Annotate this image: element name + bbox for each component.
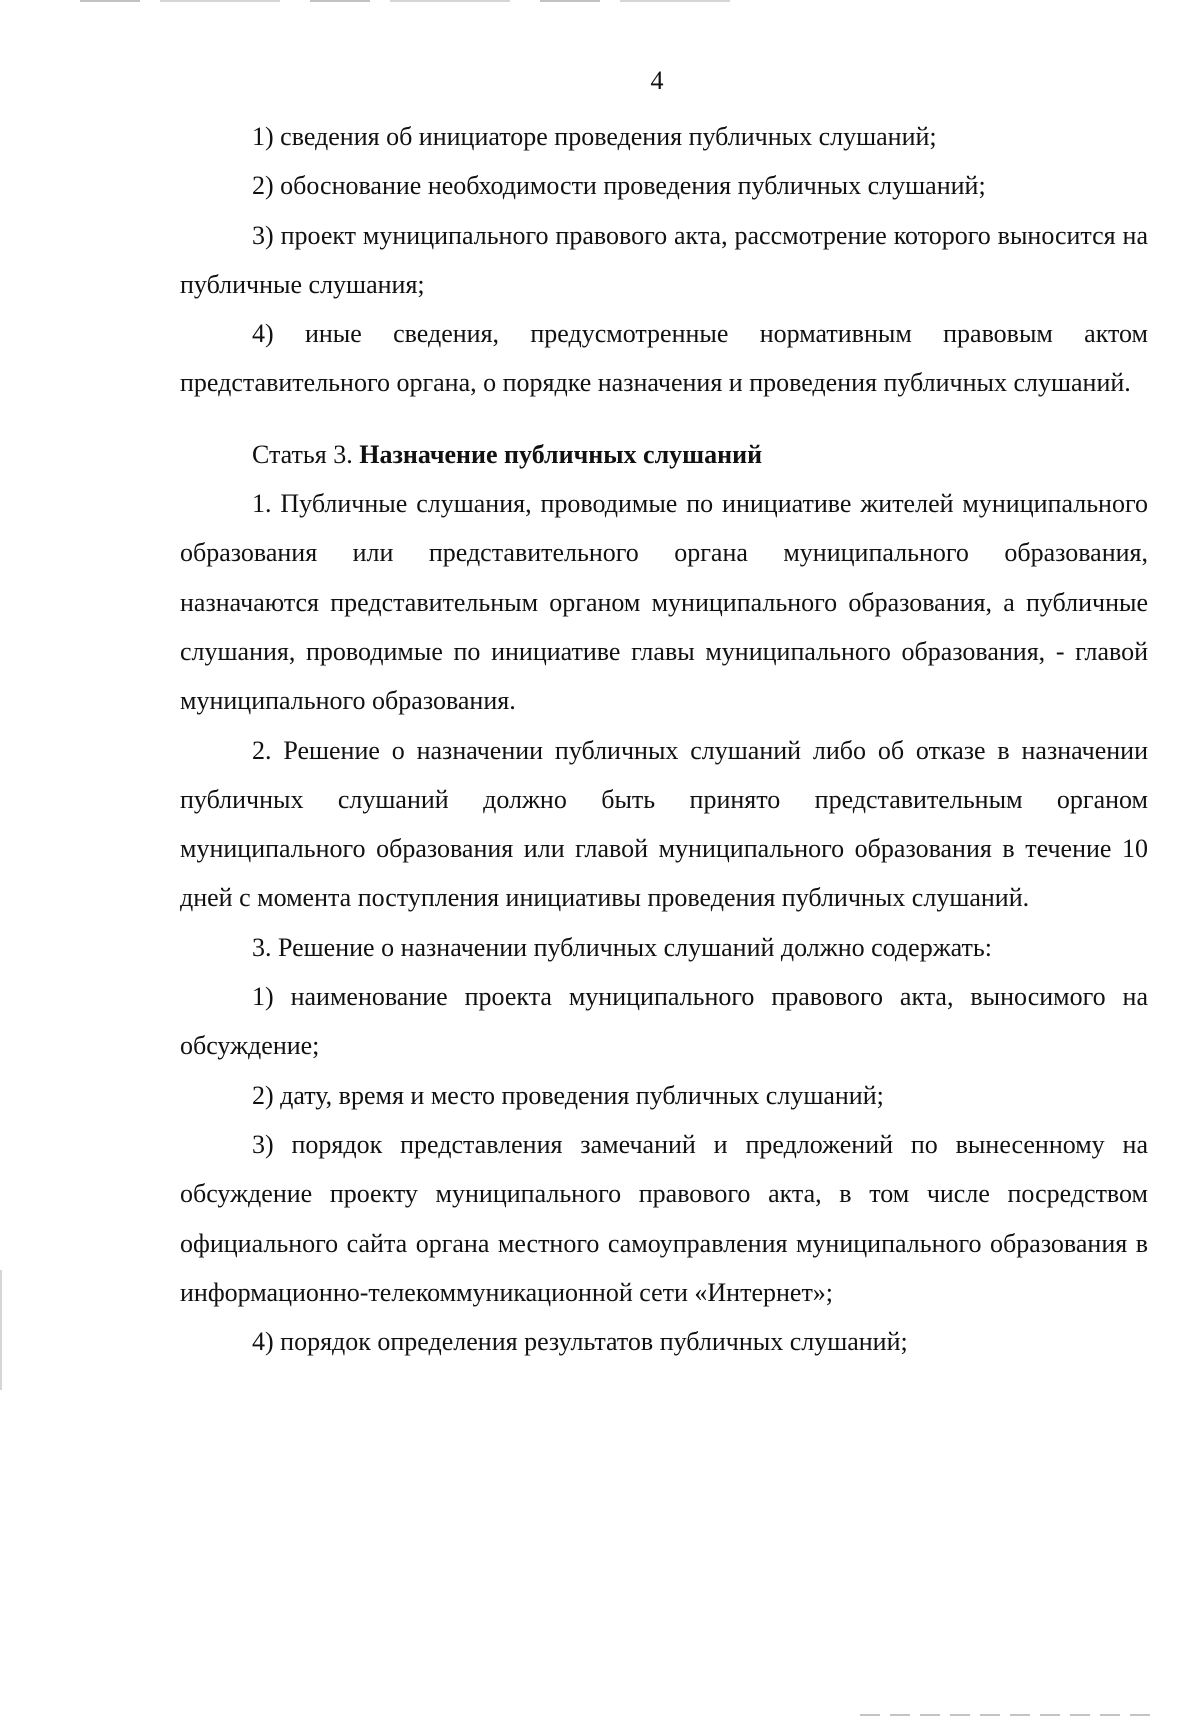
article-title: Назначение публичных слушаний (359, 439, 763, 469)
section-gap (180, 408, 1148, 430)
scan-artifact-bottom (860, 1714, 1160, 1716)
article-heading (180, 430, 1148, 479)
clause-3-item-1: 1) наименование проекта муниципального правового акта, выносимого на обсуждение; (180, 982, 1148, 1061)
scan-artifact-top (80, 0, 730, 2)
clause-3-item-3: 3) порядок представления замечаний и предложений по вынесенному на обсуждение проекту муниципального правового акта, в том числе посредством официального сайта органа местного самоуправления муниципального образования в информационно-телекоммуникационной сети «Интернет»; (180, 1129, 1148, 1307)
page-number: 4 (650, 66, 664, 95)
document-body (180, 112, 1148, 1366)
clause-3-item-4: 4) порядок определения результатов публичных слушаний; (252, 1327, 908, 1357)
article-prefix: Статья 3. (252, 439, 360, 469)
list-item-justification: 2) обоснование необходимости проведения публичных слушаний; (252, 171, 986, 201)
clause-2: 2. Решение о назначении публичных слушаний либо об отказе в назначении публичных слушаний должно быть принято представительным органом муниципального образования или главой муниципального образования в течение 10 дней с момента поступления инициативы проведения публичных слушаний. (180, 735, 1148, 913)
clause-3-item-2: 2) дату, время и место проведения публичных слушаний; (252, 1080, 884, 1110)
list-item-other-info: 4) иные сведения, предусмотренные нормативным правовым актом представительного органа, о порядке назначения и проведения публичных слушаний. (180, 319, 1148, 398)
list-item-draft-act: 3) проект муниципального правового акта, рассмотрение которого выносится на публичные слушания; (180, 220, 1148, 299)
list-item-initiator: 1) сведения об инициаторе проведения публичных слушаний; (252, 122, 937, 151)
scan-artifact-left (0, 1270, 2, 1390)
clause-1: 1. Публичные слушания, проводимые по инициативе жителей муниципального образования или представительного органа муниципального образования, назначаются представительным органом муниципального образования, а публичные слушания, проводимые по инициативе главы муниципального образования, - главой муниципального образования. (180, 489, 1148, 716)
clause-3: 3. Решение о назначении публичных слушаний должно содержать: (252, 932, 992, 962)
